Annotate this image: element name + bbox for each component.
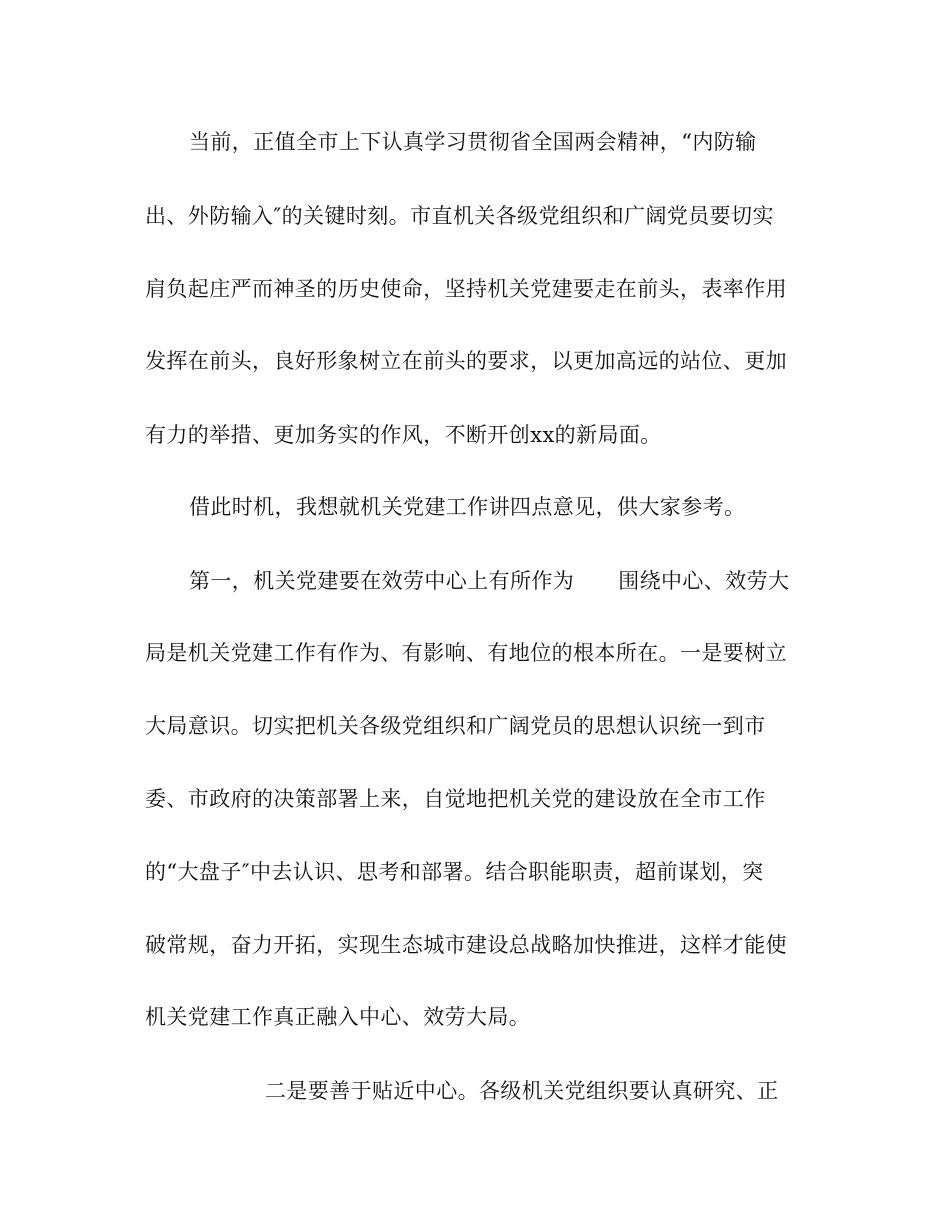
paragraph-line: 局是机关党建工作有作为、有影响、有地位的根本所在。一是要树立 (145, 641, 787, 665)
section-heading: 第一，机关党建要在效劳中心上有所作为 (189, 569, 575, 593)
paragraph-line: 大局意识。切实把机关各级党组织和广阔党员的思想认识统一到市 (145, 714, 766, 738)
paragraph-line: 借此时机，我想就机关党建工作讲四点意见，供大家参考。 (189, 495, 746, 519)
paragraph-line: 的“大盘子″中去认识、思考和部署。结合职能职责，超前谋划，突 (145, 860, 764, 884)
section-heading-line (189, 567, 789, 595)
paragraph-line: 委、市政府的决策部署上来，自觉地把机关党的建设放在全市工作 (145, 787, 766, 811)
paragraph-line: 肩负起庄严而神圣的历史使命，坚持机关党建要走在前头，表率作用 (145, 277, 787, 301)
paragraph-line: 破常规，奋力开拓，实现生态城市建设总战略加快推进，这样才能使 (145, 933, 787, 957)
paragraph-line: 出、外防输入″的关键时刻。市直机关各级党组织和广阔党员要切实 (145, 204, 774, 228)
paragraph-line: 当前，正值全市上下认真学习贯彻省全国两会精神，“内防输 (189, 130, 757, 154)
paragraph-line: 二是要善于贴近中心。各级机关党组织要认真研究、正 (265, 1079, 779, 1103)
paragraph-line: 有力的举措、更加务实的作风，不断开创xx的新局面。 (145, 423, 662, 447)
paragraph-line: 机关党建工作真正融入中心、效劳大局。 (145, 1005, 531, 1029)
paragraph-line: 发挥在前头，良好形象树立在前头的要求，以更加高远的站位、更加 (145, 349, 787, 373)
section-heading-continuation: 围绕中心、效劳大 (618, 569, 790, 593)
